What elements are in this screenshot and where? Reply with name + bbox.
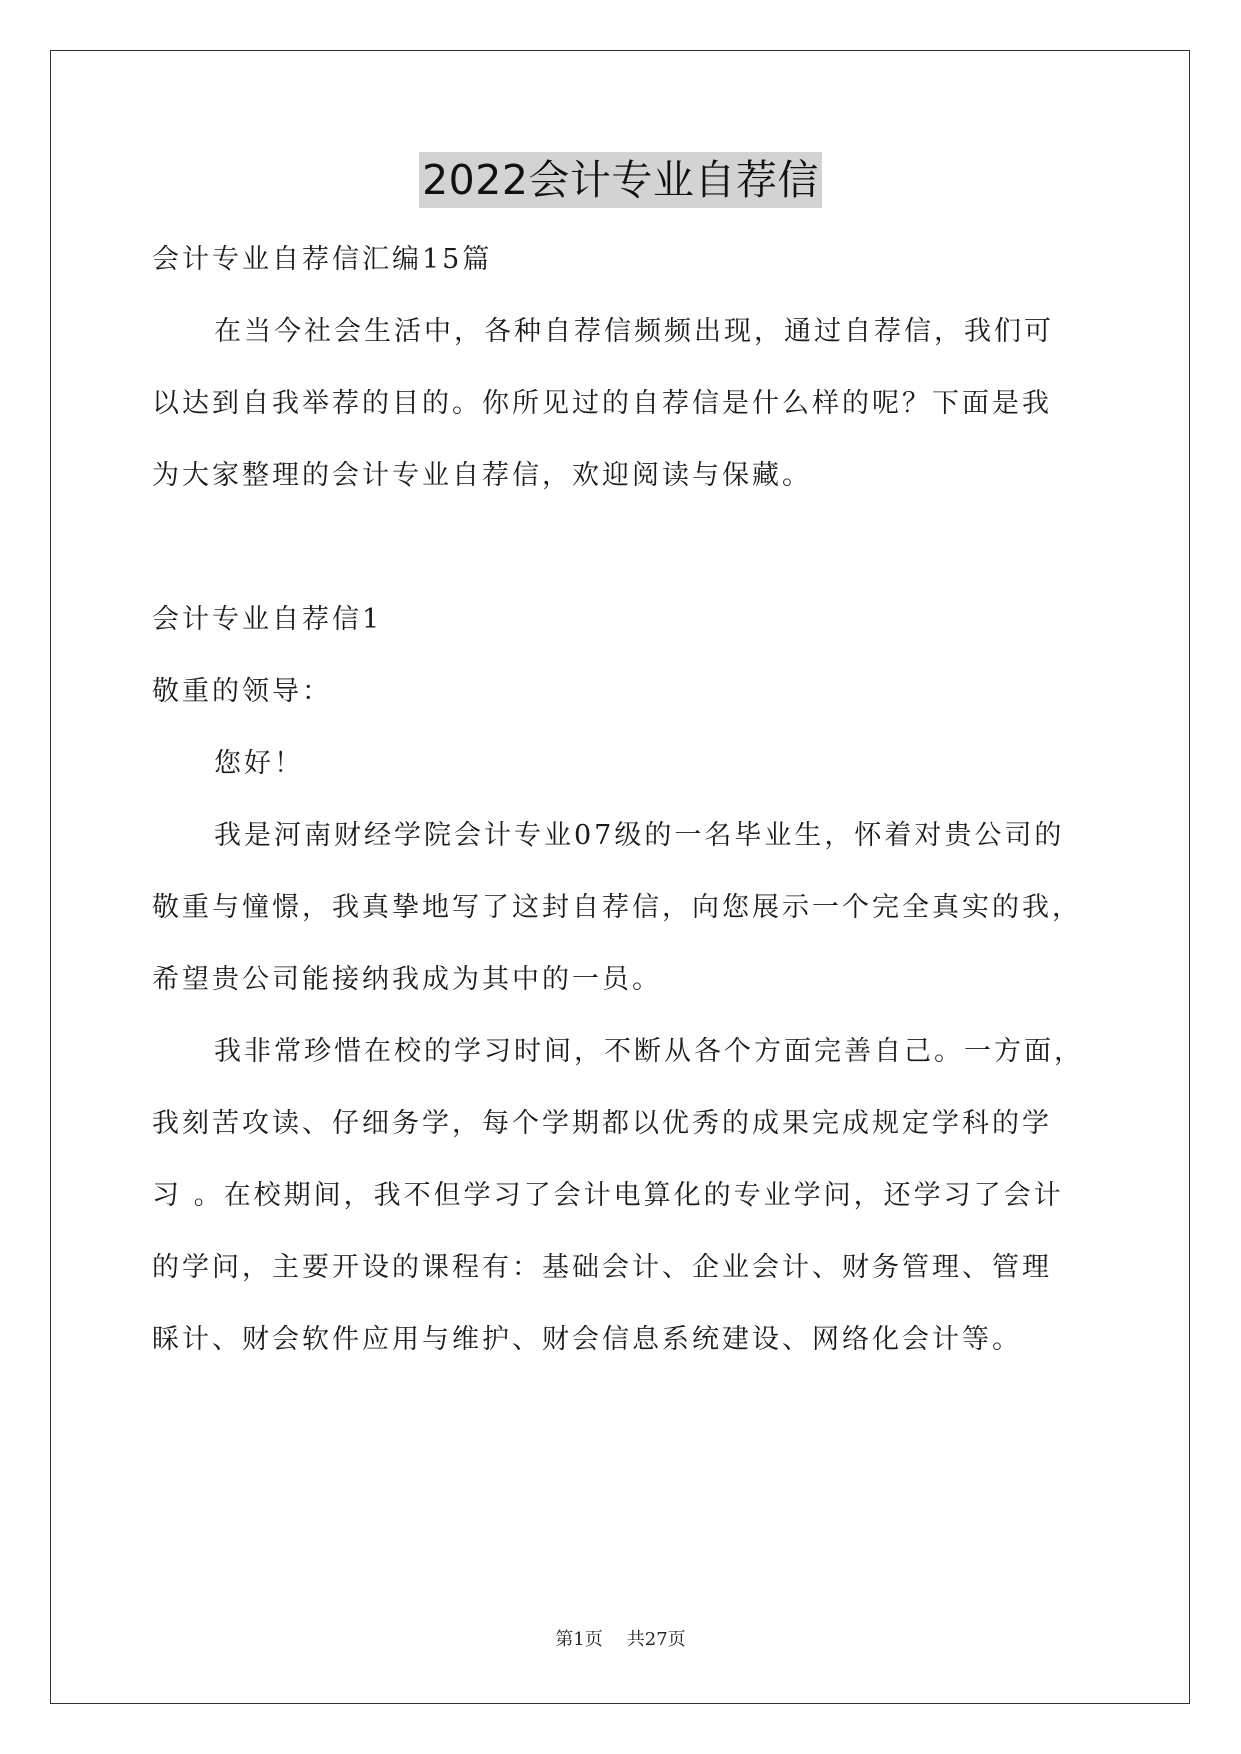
intro-line: 在当今社会生活中，各种自荐信频频出现，通过自荐信，我们可 bbox=[214, 316, 1054, 347]
intro-line: 为大家整理的会计专业自荐信，欢迎阅读与保藏。 bbox=[152, 460, 812, 491]
paragraph-line: 敬重与憧憬，我真挚地写了这封自荐信，向您展示一个完全真实的我， bbox=[152, 892, 1082, 923]
paragraph-line: 习 。在校期间，我不但学习了会计电算化的专业学问，还学习了会计 bbox=[152, 1180, 1064, 1211]
intro-line: 以达到自我举荐的目的。你所见过的自荐信是什么样的呢？下面是我 bbox=[152, 388, 1052, 419]
greeting: 您好！ bbox=[214, 748, 304, 779]
page-number: 第1页 bbox=[555, 1629, 603, 1650]
title-container bbox=[0, 152, 1241, 208]
page-border bbox=[50, 50, 1190, 1704]
paragraph-line: 希望贵公司能接纳我成为其中的一员。 bbox=[152, 964, 662, 995]
paragraph-line: 睬计、财会软件应用与维护、财会信息系统建设、网络化会计等。 bbox=[152, 1324, 1022, 1355]
section-heading: 会计专业自荐信1 bbox=[152, 604, 383, 635]
page-total: 共27页 bbox=[626, 1629, 686, 1650]
paragraph-line: 我是河南财经学院会计专业07级的一名毕业生，怀着对贵公司的 bbox=[214, 820, 1065, 851]
paragraph-line: 的学问，主要开设的课程有：基础会计、企业会计、财务管理、管理 bbox=[152, 1252, 1052, 1283]
page-footer bbox=[0, 1628, 1241, 1652]
paragraph-line: 我非常珍惜在校的学习时间，不断从各个方面完善自己。一方面， bbox=[214, 1036, 1084, 1067]
document-title: 2022会计专业自荐信 bbox=[419, 152, 822, 208]
document-subtitle: 会计专业自荐信汇编15篇 bbox=[152, 244, 493, 275]
salutation: 敬重的领导： bbox=[152, 676, 332, 707]
paragraph-line: 我刻苦攻读、仔细务学，每个学期都以优秀的成果完成规定学科的学 bbox=[152, 1108, 1052, 1139]
